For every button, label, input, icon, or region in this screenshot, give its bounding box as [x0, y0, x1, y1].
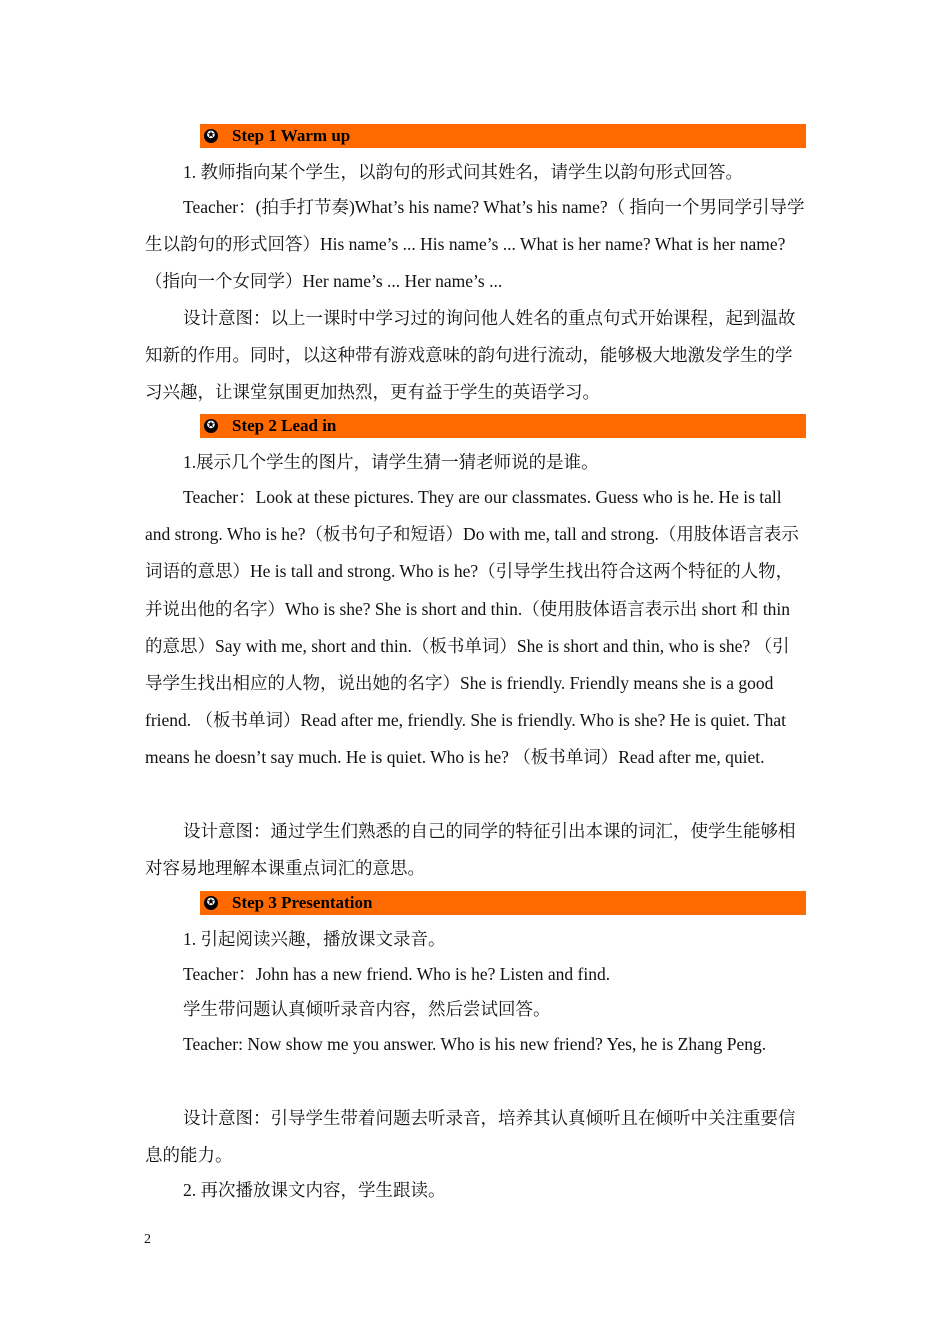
step-2-design-intent: 设计意图：通过学生们熟悉的自己的同学的特征引出本课的词汇，使学生能够相对容易地理解本课重点词汇的意思。 — [145, 821, 796, 879]
step-1-design-intent: 设计意图：以上一课时中学习过的询问他人姓名的重点句式开始课程，起到温故知新的作用。同时，以这种带有游戏意味的韵句进行流动，能够极大地激发学生的学习兴趣，让课堂氛围更加热烈，更有益于学生的英语学习。 — [145, 308, 796, 403]
step-3-design-intent: 设计意图：引导学生带着问题去听录音，培养其认真倾听且在倾听中关注重要信息的能力。 — [145, 1108, 796, 1166]
step-3-header — [200, 891, 806, 915]
step-2-header — [200, 414, 806, 438]
step-1-title: Step 1 Warm up — [232, 126, 351, 145]
page-number: 2 — [144, 1232, 151, 1247]
step-3-teacher-answer: Teacher: Now show me you answer. Who is his new friend? Yes, he is Zhang Peng. — [183, 1034, 767, 1054]
step-3-student-action: 学生带问题认真倾听录音内容，然后尝试回答。 — [183, 999, 551, 1019]
step-3-teacher-line: Teacher：John has a new friend. Who is he? Listen and find. — [183, 964, 611, 984]
star-bullet-icon: ✪ — [204, 129, 218, 143]
step-1-teacher-script: Teacher：(拍手打节奏)What’s his name? What’s his name?（ 指向一个男同学引导学生以韵句的形式回答）His name’s ... His name’s ... What is her name? What is her name? （指向一个女同学）Her name’s ... Her name’s ... — [145, 197, 805, 292]
star-bullet-icon: ✪ — [204, 419, 218, 433]
star-bullet-icon: ✪ — [204, 896, 218, 910]
step-1-header — [200, 124, 806, 148]
step-2-teacher-script: Teacher：Look at these pictures. They are our classmates. Guess who is he. He is tall and strong. Who is he?（板书句子和短语）Do with me, tall and strong.（用肢体语言表示词语的意思）He is tall and strong. Who is he?（引导学生找出符合这两个特征的人物，并说出他的名字）Who is she? She is short and thin.（使用肢体语言表示出 short 和 thin 的意思）Say with me, short and thin.（板书单词）She is short and thin, who is she? （引导学生找出相应的人物，说出她的名字）She is friendly. Friendly means she is a good friend. （板书单词）Read after me, friendly. She is friendly. Who is she? He is quiet. That means he doesn’t say much. He is quiet. Who is he? （板书单词）Read after me, quiet. — [145, 487, 799, 768]
step-3-item-2: 2. 再次播放课文内容，学生跟读。 — [183, 1180, 446, 1200]
step-1-item-1: 1. 教师指向某个学生，以韵句的形式问其姓名，请学生以韵句形式回答。 — [183, 162, 743, 182]
step-3-item-1: 1. 引起阅读兴趣，播放课文录音。 — [183, 929, 446, 949]
step-3-title: Step 3 Presentation — [232, 893, 373, 912]
step-2-item-1: 1.展示几个学生的图片，请学生猜一猜老师说的是谁。 — [183, 452, 599, 472]
step-2-title: Step 2 Lead in — [232, 416, 337, 435]
